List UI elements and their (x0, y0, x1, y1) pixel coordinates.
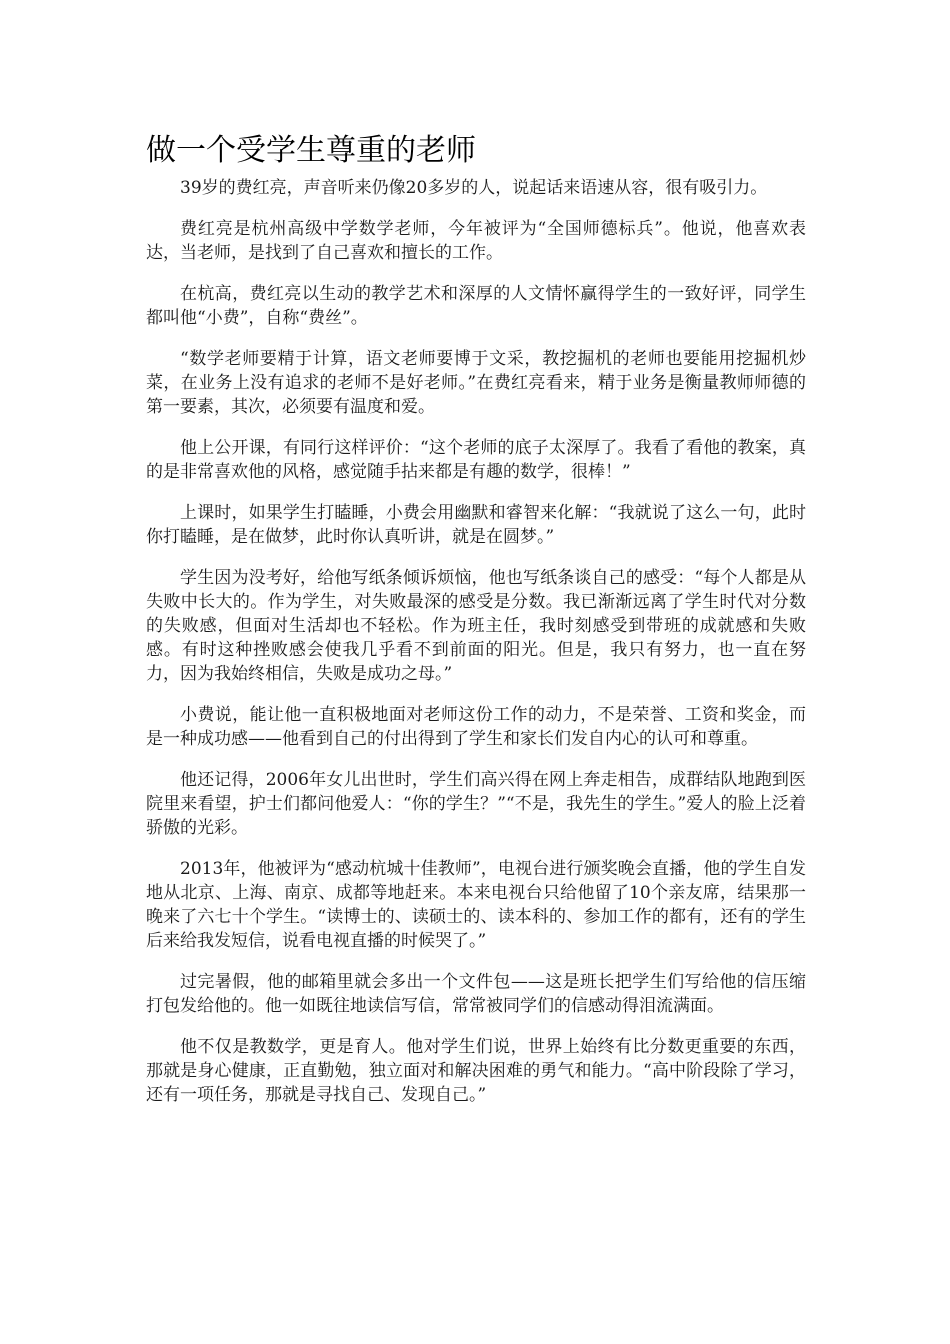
paragraph-8: 小费说，能让他一直积极地面对老师这份工作的动力，不是荣誉、工资和奖金，而是一种成功感——他看到自己的付出得到了学生和家长们发自内心的认可和尊重。 (146, 705, 806, 749)
document-page (146, 128, 806, 1124)
paragraph-5: 他上公开课，有同行这样评价：“这个老师的底子太深厚了。我看了看他的教案，真的是非常喜欢他的风格，感觉随手拈来都是有趣的数学，很棒！” (146, 438, 806, 482)
paragraph-9: 他还记得，2006年女儿出世时，学生们高兴得在网上奔走相告，成群结队地跑到医院里来看望，护士们都问他爱人：“你的学生？”“不是，我先生的学生。”爱人的脸上泛着骄傲的光彩。 (146, 770, 806, 838)
paragraph-10: 2013年，他被评为“感动杭城十佳教师”，电视台进行颁奖晚会直播，他的学生自发地从北京、上海、南京、成都等地赶来。本来电视台只给他留了10个亲友席，结果那一晚来了六七十个学生。“读博士的、读硕士的、读本科的、参加工作的都有，还有的学生后来给我发短信，说看电视直播的时候哭了。” (146, 859, 806, 951)
paragraph-7: 学生因为没考好，给他写纸条倾诉烦恼，他也写纸条谈自己的感受：“每个人都是从失败中长大的。作为学生，对失败最深的感受是分数。我已渐渐远离了学生时代对分数的失败感，但面对生活却也不轻松。作为班主任，我时刻感受到带班的成就感和失败感。有时这种挫败感会使我几乎看不到前面的阳光。但是，我只有努力，也一直在努力，因为我始终相信，失败是成功之母。” (146, 568, 806, 684)
paragraph-4: “数学老师要精于计算，语文老师要博于文采，教挖掘机的老师也要能用挖掘机炒菜，在业务上没有追求的老师不是好老师。”在费红亮看来，精于业务是衡量教师师德的第一要素，其次，必须要有温度和爱。 (146, 349, 806, 417)
paragraph-12: 他不仅是教数学，更是育人。他对学生们说，世界上始终有比分数更重要的东西，那就是身心健康，正直勤勉，独立面对和解决困难的勇气和能力。“高中阶段除了学习，还有一项任务，那就是寻找自己、发现自己。” (146, 1037, 806, 1105)
paragraph-6: 上课时，如果学生打瞌睡，小费会用幽默和睿智来化解：“我就说了这么一句，此时你打瞌睡，是在做梦，此时你认真听讲，就是在圆梦。” (146, 503, 806, 547)
article-title: 做一个受学生尊重的老师 (146, 133, 476, 168)
paragraph-1: 39岁的费红亮，声音听来仍像20多岁的人，说起话来语速从容，很有吸引力。 (180, 178, 768, 198)
paragraph-2: 费红亮是杭州高级中学数学老师，今年被评为“全国师德标兵”。他说，他喜欢表达，当老师，是找到了自己喜欢和擅长的工作。 (146, 219, 806, 263)
paragraph-3: 在杭高，费红亮以生动的教学艺术和深厚的人文情怀赢得学生的一致好评，同学生都叫他“小费”，自称“费丝”。 (146, 284, 806, 328)
paragraph-11: 过完暑假，他的邮箱里就会多出一个文件包——这是班长把学生们写给他的信压缩打包发给他的。他一如既往地读信写信，常常被同学们的信感动得泪流满面。 (146, 972, 806, 1016)
